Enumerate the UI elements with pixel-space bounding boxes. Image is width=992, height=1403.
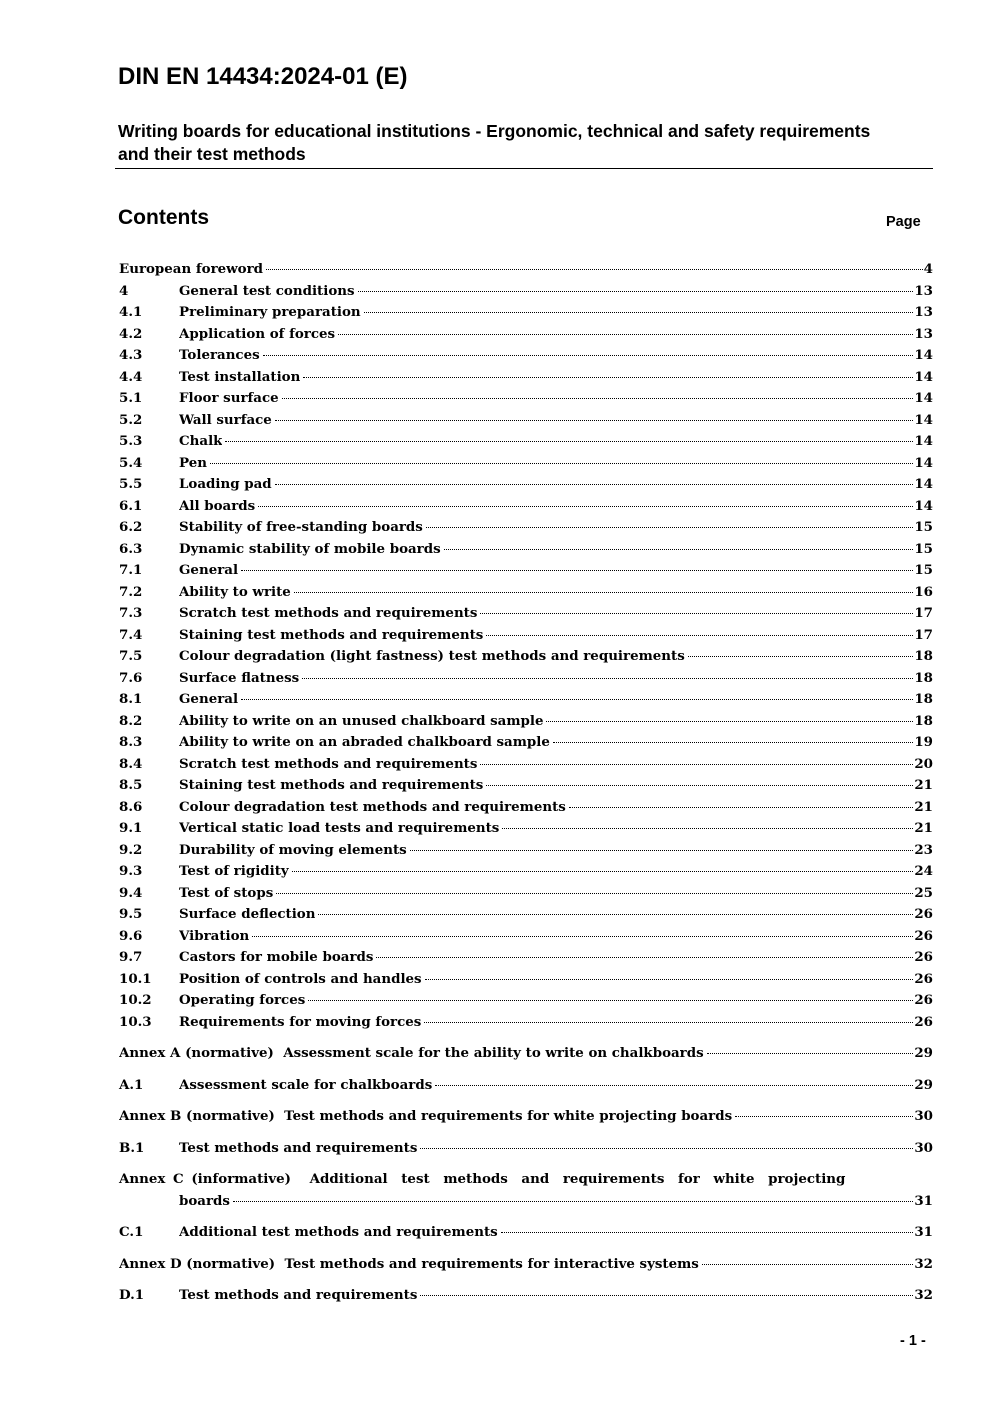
toc-entry-b1[interactable]	[119, 1138, 933, 1160]
toc-number: 4.2	[119, 325, 143, 342]
dot-leader	[501, 1231, 914, 1233]
toc-title: Vibration	[179, 927, 250, 944]
toc-title: Ability to write on an unused chalkboard sample	[179, 712, 544, 729]
toc-title: Loading pad	[179, 476, 272, 492]
dot-leader	[707, 1052, 914, 1054]
toc-title: Tolerances	[179, 347, 260, 363]
toc-entry[interactable]	[119, 797, 933, 819]
toc-number: 5.4	[119, 454, 143, 471]
toc-entry[interactable]	[119, 1012, 933, 1034]
toc-page: 4	[923, 261, 933, 277]
toc-number: 8.4	[119, 755, 143, 772]
toc-entry[interactable]	[119, 625, 933, 647]
toc-entry[interactable]	[119, 474, 933, 496]
toc-page: 17	[914, 605, 933, 621]
toc-title: Requirements for moving forces	[179, 1013, 422, 1030]
dot-leader	[338, 333, 913, 335]
toc-page: 29	[914, 1045, 933, 1061]
toc-page: 32	[914, 1287, 933, 1303]
toc-entry[interactable]	[119, 668, 933, 690]
toc-page: 14	[914, 411, 933, 428]
toc-entry[interactable]	[119, 324, 933, 346]
annex-title: Test methods and requirements for white projecting boards	[284, 1108, 733, 1124]
toc-entry[interactable]	[119, 560, 933, 582]
document-subtitle: Writing boards for educational institutions - Ergonomic, technical and safety requirements and their test methods	[118, 121, 871, 164]
toc-entry[interactable]	[119, 410, 933, 432]
toc-page: 17	[914, 626, 933, 643]
dot-leader	[420, 1294, 913, 1296]
dot-leader	[225, 440, 913, 442]
toc-number: 9.5	[119, 906, 143, 922]
toc-number: 9.3	[119, 863, 143, 879]
toc-entry[interactable]	[119, 754, 933, 776]
toc-page: 21	[914, 820, 933, 836]
dot-leader	[546, 720, 913, 722]
toc-title: Test methods and requirements	[179, 1139, 418, 1156]
dot-leader	[275, 419, 914, 421]
toc-page: 18	[914, 691, 933, 707]
toc-number: 6.1	[119, 497, 143, 514]
toc-page: 15	[914, 540, 933, 557]
toc-page: 26	[914, 970, 933, 987]
dot-leader	[318, 913, 913, 915]
toc-number: 10.1	[119, 970, 152, 987]
dot-leader	[303, 376, 913, 378]
toc-number: 7.5	[119, 648, 143, 664]
toc-entry[interactable]	[119, 453, 933, 475]
dot-leader	[358, 290, 914, 292]
dot-leader	[486, 634, 913, 636]
toc-title: Additional test methods and requirements	[179, 1224, 498, 1240]
toc-title: Chalk	[179, 433, 223, 449]
toc-entry-c1[interactable]	[119, 1222, 933, 1244]
toc-title: Position of controls and handles	[179, 970, 422, 987]
toc-page: 29	[914, 1076, 933, 1093]
toc-page: 16	[914, 583, 933, 600]
toc-number: 4.3	[119, 347, 143, 363]
toc-title: Ability to write	[179, 583, 291, 600]
toc-page: 30	[914, 1108, 933, 1124]
toc-entry[interactable]	[119, 990, 933, 1012]
toc-title: Preliminary preparation	[179, 304, 361, 320]
toc-number: D.1	[119, 1287, 145, 1303]
toc-page: 19	[914, 734, 933, 750]
dot-leader	[376, 956, 913, 958]
toc-title: Scratch test methods and requirements	[179, 605, 478, 621]
toc-number: 6.3	[119, 540, 143, 557]
toc-entry[interactable]	[119, 603, 933, 625]
dot-leader	[294, 591, 914, 593]
dot-leader	[569, 806, 914, 808]
toc-page: 14	[914, 368, 933, 385]
toc-annex-d[interactable]	[119, 1254, 933, 1276]
toc-page: 18	[914, 669, 933, 686]
dot-leader	[688, 655, 914, 657]
toc-entry[interactable]	[119, 496, 933, 518]
toc-entry[interactable]	[119, 539, 933, 561]
dot-leader	[502, 827, 913, 829]
toc-entry-d1[interactable]	[119, 1285, 933, 1307]
toc-title: Stability of free-standing boards	[179, 519, 423, 535]
toc-title: Wall surface	[179, 411, 272, 428]
annex-title: Assessment scale for the ability to write on chalkboards	[283, 1045, 704, 1061]
toc-entry[interactable]	[119, 281, 933, 303]
toc-number: 4.1	[119, 304, 143, 320]
toc-page: 31	[914, 1192, 933, 1209]
toc-entry[interactable]	[119, 302, 933, 324]
annex-title-line1: Additional test methods and requirements for white projecting	[309, 1171, 846, 1187]
toc-entry[interactable]	[119, 517, 933, 539]
toc-number: 10.3	[119, 1013, 152, 1030]
toc-page: 13	[914, 282, 933, 299]
toc-title: Colour degradation test methods and requirements	[179, 798, 566, 815]
toc-number: 9.1	[119, 820, 143, 836]
toc-number: 7.6	[119, 669, 143, 686]
document-id: DIN EN 14434:2024-01 (E)	[118, 63, 408, 90]
toc-page: 13	[914, 304, 933, 320]
annex-label: Annex A (normative)	[119, 1045, 274, 1061]
toc-page: 20	[914, 755, 933, 772]
toc-entry[interactable]	[119, 861, 933, 883]
toc-entry[interactable]	[119, 646, 933, 668]
toc-title: Assessment scale for chalkboards	[179, 1076, 433, 1093]
toc-page: 18	[914, 648, 933, 664]
dot-leader	[480, 763, 913, 765]
toc-page: 15	[914, 519, 933, 535]
toc-main-entries	[119, 259, 933, 1033]
toc-number: 6.2	[119, 519, 143, 535]
dot-leader	[263, 354, 914, 356]
toc-title: Staining test methods and requirements	[179, 777, 484, 793]
page-number: - 1 -	[900, 1333, 926, 1349]
toc-entry[interactable]	[119, 259, 933, 281]
page-column-heading: Page	[886, 214, 921, 230]
toc-page: 15	[914, 562, 933, 578]
dot-leader	[364, 311, 914, 313]
toc-number: 9.4	[119, 884, 143, 901]
toc-entry[interactable]	[119, 926, 933, 948]
toc-title: Floor surface	[179, 390, 279, 406]
toc-page: 14	[914, 476, 933, 492]
toc-entry[interactable]	[119, 883, 933, 905]
toc-entry[interactable]	[119, 732, 933, 754]
toc-number: 5.2	[119, 411, 143, 428]
toc-page: 30	[914, 1139, 933, 1156]
dot-leader	[266, 268, 923, 270]
toc-page: 14	[914, 347, 933, 363]
toc-title: Scratch test methods and requirements	[179, 755, 478, 772]
toc-title: European foreword	[119, 261, 264, 277]
toc-number: 10.2	[119, 992, 152, 1008]
toc-page: 26	[914, 906, 933, 922]
dot-leader	[258, 505, 913, 507]
toc-title: Pen	[179, 454, 207, 471]
annex-label: Annex C (informative)	[119, 1171, 292, 1187]
toc-title: Test of stops	[179, 884, 274, 901]
toc-page: 14	[914, 433, 933, 449]
toc-title: All boards	[179, 497, 256, 514]
title-divider	[115, 168, 933, 169]
toc-page: 31	[914, 1224, 933, 1240]
toc-page: 24	[914, 863, 933, 879]
toc-entry[interactable]	[119, 582, 933, 604]
dot-leader	[292, 870, 914, 872]
toc-number: 7.4	[119, 626, 143, 643]
dot-leader	[480, 612, 913, 614]
toc-page: 13	[914, 325, 933, 342]
toc-entry[interactable]	[119, 818, 933, 840]
toc-entry[interactable]	[119, 689, 933, 711]
dot-leader	[276, 892, 913, 894]
toc-page: 26	[914, 992, 933, 1008]
toc-title: General	[179, 562, 239, 578]
toc-annex-b[interactable]	[119, 1106, 933, 1128]
toc-number: 9.6	[119, 927, 143, 944]
toc-entry[interactable]	[119, 947, 933, 969]
toc-annex-c[interactable]	[119, 1169, 933, 1212]
toc-number: 8.5	[119, 777, 143, 793]
toc-title: Castors for mobile boards	[179, 949, 374, 965]
dot-leader	[435, 1084, 913, 1086]
toc-title: Vertical static load tests and requirements	[179, 820, 500, 836]
toc-number: 9.7	[119, 949, 143, 965]
dot-leader	[302, 677, 913, 679]
dot-leader	[275, 483, 914, 485]
dot-leader	[486, 784, 913, 786]
toc-page: 21	[914, 777, 933, 793]
toc-number: 8.1	[119, 691, 143, 707]
toc-entry[interactable]	[119, 367, 933, 389]
toc-page: 14	[914, 454, 933, 471]
toc-page: 32	[914, 1255, 933, 1272]
toc-page: 26	[914, 927, 933, 944]
toc-page: 25	[914, 884, 933, 901]
dot-leader	[282, 397, 914, 399]
annex-title-line2: boards	[179, 1192, 230, 1209]
toc-number: 8.6	[119, 798, 143, 815]
toc-entry[interactable]	[119, 904, 933, 926]
dot-leader	[420, 1147, 913, 1149]
toc-title: Application of forces	[179, 325, 336, 342]
dot-leader	[241, 569, 913, 571]
toc-title: Colour degradation (light fastness) test methods and requirements	[179, 648, 685, 664]
toc-title: Surface flatness	[179, 669, 300, 686]
toc-number: 4.4	[119, 368, 143, 385]
dot-leader	[252, 935, 913, 937]
toc-title: General test conditions	[179, 282, 355, 299]
toc-page: 18	[914, 712, 933, 729]
toc-title: Ability to write on an abraded chalkboard sample	[179, 734, 550, 750]
toc-number: 7.3	[119, 605, 143, 621]
toc-title: Durability of moving elements	[179, 841, 407, 858]
toc-number: 5.1	[119, 390, 143, 406]
contents-heading: Contents	[118, 206, 209, 229]
toc-number: 7.2	[119, 583, 143, 600]
toc-number: 5.3	[119, 433, 143, 449]
dot-leader	[241, 698, 913, 700]
toc-page: 14	[914, 390, 933, 406]
annex-title: Test methods and requirements for interactive systems	[284, 1255, 699, 1272]
toc-entry[interactable]	[119, 711, 933, 733]
toc-page: 23	[914, 841, 933, 858]
toc-entry[interactable]	[119, 969, 933, 991]
dot-leader	[210, 462, 913, 464]
table-of-contents	[119, 259, 933, 1307]
dot-leader	[702, 1263, 914, 1265]
dot-leader	[308, 999, 913, 1001]
toc-title: Dynamic stability of mobile boards	[179, 540, 441, 557]
toc-number: 8.2	[119, 712, 143, 729]
annex-label: Annex D (normative)	[119, 1255, 276, 1272]
annex-label: Annex B (normative)	[119, 1108, 275, 1124]
toc-entry-a1[interactable]	[119, 1075, 933, 1097]
toc-page: 26	[914, 949, 933, 965]
toc-page: 21	[914, 798, 933, 815]
toc-title: Operating forces	[179, 992, 306, 1008]
toc-entry[interactable]	[119, 345, 933, 367]
toc-title: Staining test methods and requirements	[179, 626, 484, 643]
toc-title: General	[179, 691, 239, 707]
dot-leader	[426, 526, 914, 528]
toc-number: A.1	[119, 1076, 144, 1093]
dot-leader	[425, 978, 914, 980]
toc-number: 7.1	[119, 562, 143, 578]
toc-title: Surface deflection	[179, 906, 316, 922]
dot-leader	[424, 1021, 913, 1023]
toc-page: 14	[914, 497, 933, 514]
toc-number: 4	[119, 282, 129, 299]
toc-title: Test methods and requirements	[179, 1287, 418, 1303]
toc-title: Test installation	[179, 368, 301, 385]
dot-leader	[410, 849, 914, 851]
toc-number: 5.5	[119, 476, 143, 492]
toc-number: B.1	[119, 1139, 145, 1156]
toc-entry[interactable]	[119, 431, 933, 453]
toc-annex-a[interactable]	[119, 1043, 933, 1065]
dot-leader	[735, 1115, 913, 1117]
toc-entry[interactable]	[119, 775, 933, 797]
dot-leader	[444, 548, 914, 550]
toc-number: 9.2	[119, 841, 143, 858]
toc-entry[interactable]	[119, 388, 933, 410]
toc-title: Test of rigidity	[179, 863, 289, 879]
dot-leader	[553, 741, 913, 743]
toc-page: 26	[914, 1013, 933, 1030]
toc-number: 8.3	[119, 734, 143, 750]
toc-number: C.1	[119, 1224, 144, 1240]
dot-leader	[233, 1200, 913, 1202]
toc-entry[interactable]	[119, 840, 933, 862]
